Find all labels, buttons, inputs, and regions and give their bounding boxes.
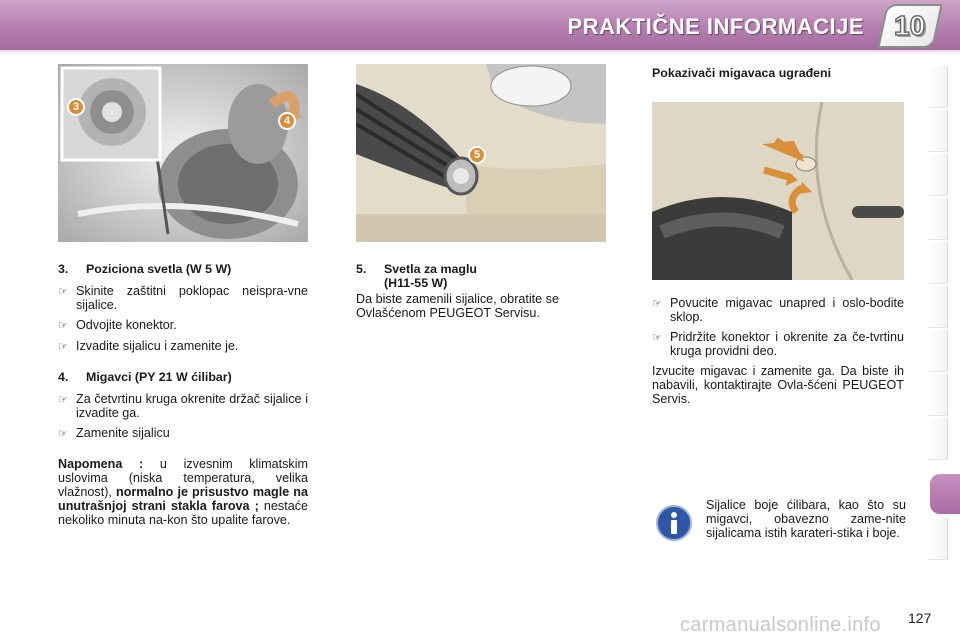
pointing-hand-icon: ☞: [58, 428, 68, 440]
side-repeater-photo: [652, 102, 904, 280]
section-5-heading: [356, 262, 606, 290]
info-icon: [656, 505, 692, 541]
chapter-tab[interactable]: [928, 154, 948, 196]
section-3-heading: [58, 262, 308, 276]
callout-5: 5: [468, 146, 486, 164]
list-item: ☞ Odvojite konektor.: [58, 318, 177, 332]
chapter-tab[interactable]: [928, 110, 948, 152]
list-item: ☞ Izvadite sijalicu i zamenite je.: [58, 339, 239, 353]
pointing-hand-icon: ☞: [652, 332, 662, 344]
chapter-tab[interactable]: [928, 286, 948, 328]
section-5-number: 5.: [356, 262, 367, 276]
callout-4: 4: [278, 112, 296, 130]
pointing-hand-icon: ☞: [58, 286, 68, 298]
column-left: [58, 262, 308, 535]
section-4-title: Migavci (PY 21 W ćilibar): [86, 370, 232, 384]
chapter-tab-active[interactable]: [930, 474, 960, 514]
side-repeater-heading: Pokazivači migavaca ugrađeni: [652, 66, 832, 80]
headlamp-rear-photo: [58, 64, 308, 242]
pointing-hand-icon: ☞: [652, 298, 662, 310]
section-5-text: Da biste zamenili sijalice, obratite se Ovlašćenom PEUGEOT Servisu.: [356, 292, 559, 320]
section-5-title: Svetla za maglu: [384, 262, 477, 276]
chapter-tab[interactable]: [928, 198, 948, 240]
chapter-tab[interactable]: [928, 330, 948, 372]
section-5-subtitle: (H11-55 W): [384, 276, 448, 290]
section-4-heading: [58, 370, 308, 384]
list-item: ☞ Pridržite konektor i okrenite za če-tvrtinu kruga providni deo.: [652, 330, 904, 358]
chapter-tab[interactable]: [928, 66, 948, 108]
section-3-number: 3.: [58, 262, 69, 276]
page-number: 127: [908, 610, 932, 626]
list-item: ☞ Povucite migavac unapred i oslo-bodite sklop.: [652, 296, 904, 324]
info-note: Sijalice boje ćilibara, kao što su migavci, obavezno zame-nite sijalicama istih karateri-stika i boje.: [706, 498, 906, 540]
pointing-hand-icon: ☞: [58, 341, 68, 353]
section-4-number: 4.: [58, 370, 69, 384]
pointing-hand-icon: ☞: [58, 394, 68, 406]
callout-3: 3: [67, 98, 85, 116]
column-right: [652, 296, 904, 414]
note-label: Napomena :: [58, 457, 144, 471]
pointing-hand-icon: ☞: [58, 320, 68, 332]
chapter-tab[interactable]: [928, 242, 948, 284]
chapter-tab[interactable]: [928, 374, 948, 416]
list-item: ☞ Skinite zaštitni poklopac neispra-vne sijalice.: [58, 284, 308, 312]
column-right-heading: [652, 66, 904, 88]
list-item: ☞ Zamenite sijalicu: [58, 426, 170, 440]
watermark: carmanualsonline.info: [680, 614, 881, 636]
section-3-title: Poziciona svetla (W 5 W): [86, 262, 232, 276]
chapter-tab[interactable]: [928, 518, 948, 560]
side-repeater-paragraph: Izvucite migavac i zamenite ga. Da biste ih nabavili, kontaktirajte Ovla-šćeni PEUGEOT Servis.: [652, 364, 904, 406]
chapter-number: 10: [894, 10, 926, 41]
page-title: PRAKTIČNE INFORMACIJE: [567, 14, 864, 39]
note-paragraph: Napomena : u izvesnim klimatskim uslovima (niska temperatura, velika vlažnost), normalno je prisustvo magle na unutrašnjoj strani stakla farova ; nestaće nekoliko minuta na-kon što upalite farove.: [58, 457, 309, 527]
column-middle: [356, 262, 606, 328]
chapter-tab[interactable]: [928, 418, 948, 460]
list-item: ☞ Za četvrtinu kruga okrenite držač sijalice i izvadite ga.: [58, 392, 308, 420]
chapter-badge: [877, 4, 942, 48]
